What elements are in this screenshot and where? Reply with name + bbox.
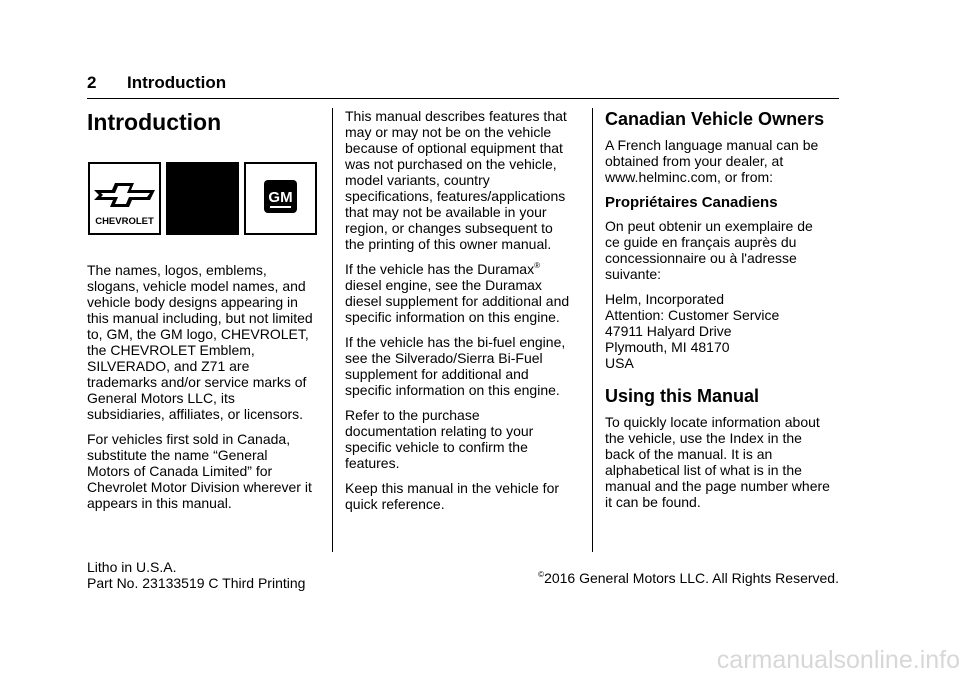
text-line: features. — [345, 455, 400, 471]
text-line: diesel engine, see the Duramax — [345, 277, 542, 293]
text-line: General Motors LLC, its — [87, 390, 235, 406]
text-line: manual and the page number where — [605, 478, 830, 494]
purchase-paragraph — [345, 407, 577, 471]
text-line: On peut obtenir un exemplaire de — [605, 218, 813, 234]
text-line: documentation relating to your — [345, 423, 534, 439]
text-line: concessionnaire ou à l'adresse — [605, 250, 797, 266]
text-line: supplement for additional and — [345, 366, 529, 382]
address-line: Plymouth, MI 48170 — [605, 339, 730, 355]
text-line: www.helminc.com, or from: — [605, 169, 774, 185]
text-line: the printing of this owner manual. — [345, 236, 552, 252]
chevrolet-wordmark: CHEVROLET — [95, 216, 154, 227]
text-line: The names, logos, emblems, — [87, 262, 267, 278]
text-line: this manual including, but not limited — [87, 310, 313, 326]
chevrolet-logo — [88, 162, 161, 235]
text-line: obtained from your dealer, at — [605, 153, 784, 169]
column-divider-1 — [332, 108, 333, 552]
copyright-symbol: © — [538, 570, 545, 579]
address-line: Attention: Customer Service — [605, 307, 780, 323]
text-line: may or may not be on the vehicle — [345, 124, 552, 140]
text-line: region, or changes subsequent to — [345, 220, 553, 236]
text-line: the vehicle, use the Index in the — [605, 430, 802, 446]
text-line: To quickly locate information about — [605, 414, 820, 430]
text-line: Keep this manual in the vehicle for — [345, 480, 560, 496]
text-line: it can be found. — [605, 494, 701, 510]
text-line: This manual describes features that — [345, 108, 567, 124]
text-line: substitute the name “General — [87, 447, 268, 463]
header-title: Introduction — [127, 73, 227, 92]
french-manual-paragraph — [605, 137, 841, 185]
text-line: model variants, country — [345, 172, 490, 188]
text-line: A French language manual can be — [605, 137, 819, 153]
footer-copyright — [538, 570, 839, 586]
proprietaires-heading: Propriétaires Canadiens — [605, 194, 778, 211]
column-divider-2 — [592, 108, 593, 552]
duramax-text: If the vehicle has the Duramax — [345, 261, 535, 277]
site-watermark: carmanualsonline.info — [716, 646, 960, 674]
column-2 — [345, 108, 577, 521]
using-manual-heading: Using this Manual — [605, 386, 760, 406]
text-line: quick reference. — [345, 496, 445, 512]
duramax-paragraph — [345, 261, 577, 325]
text-line: back of the manual. It is an — [605, 446, 773, 462]
canadian-owners-heading: Canadian Vehicle Owners — [605, 109, 825, 129]
gm-wordmark: GM — [268, 189, 293, 206]
gm-logo — [244, 162, 317, 235]
text-line: If the vehicle has the bi-fuel engine, — [345, 334, 566, 350]
text-line: because of optional equipment that — [345, 140, 563, 156]
text-line — [345, 261, 577, 277]
part-number: Part No. 23133519 C Third Printing — [87, 575, 306, 591]
features-paragraph — [345, 108, 577, 252]
address-line: Helm, Incorporated — [605, 291, 725, 307]
text-line: trademarks and/or service marks of — [87, 374, 307, 390]
text-line: subsidiaries, affiliates, or licensors. — [87, 406, 304, 422]
text-line: appears in this manual. — [87, 495, 232, 511]
text-line: specifications, features/applications — [345, 188, 566, 204]
french-paragraph — [605, 218, 841, 282]
text-line: For vehicles first sold in Canada, — [87, 431, 291, 447]
address-line: 47911 Halyard Drive — [605, 323, 732, 339]
bi-fuel-paragraph — [345, 334, 577, 398]
text-line: ce guide en français auprès du — [605, 234, 797, 250]
index-paragraph — [605, 414, 841, 510]
text-line: diesel supplement for additional and — [345, 293, 570, 309]
text-line: see the Silverado/Sierra Bi-Fuel — [345, 350, 543, 366]
text-line: specific information on this engine. — [345, 382, 560, 398]
text-line: specific vehicle to confirm the — [345, 439, 528, 455]
address-line: USA — [605, 355, 634, 371]
brand-logos — [88, 162, 316, 235]
keep-manual-paragraph — [345, 480, 577, 512]
text-line: alphabetical list of what is in the — [605, 462, 802, 478]
copyright-text: 2016 General Motors LLC. All Rights Reserved. — [544, 570, 839, 586]
text-line: suivante: — [605, 266, 662, 282]
address-block — [605, 291, 841, 371]
introduction-heading: Introduction — [87, 109, 222, 135]
footer-left — [87, 559, 305, 591]
column-3 — [605, 108, 841, 519]
litho-text: Litho in U.S.A. — [87, 559, 177, 575]
text-line: Refer to the purchase — [345, 407, 480, 423]
text-line: was not purchased on the vehicle, — [345, 156, 557, 172]
canada-paragraph — [87, 431, 323, 511]
registered-mark: ® — [534, 261, 541, 270]
text-line: vehicle body designs appearing in — [87, 294, 298, 310]
text-line: Motors of Canada Limited” for — [87, 463, 273, 479]
trademark-paragraph — [87, 262, 323, 422]
text-line: slogans, vehicle model names, and — [87, 278, 306, 294]
chevrolet-bowtie-icon — [90, 164, 159, 233]
text-line: SILVERADO, and Z71 are — [87, 358, 250, 374]
gm-emblem-icon — [246, 164, 315, 233]
text-line: to, GM, the GM logo, CHEVROLET, — [87, 326, 309, 342]
text-line: that may not be available in your — [345, 204, 547, 220]
text-line: Chevrolet Motor Division wherever it — [87, 479, 312, 495]
page-header — [87, 70, 839, 99]
page-number: 2 — [87, 73, 97, 92]
text-line: specific information on this engine. — [345, 309, 560, 325]
text-line: the CHEVROLET Emblem, — [87, 342, 255, 358]
black-square — [166, 162, 239, 235]
